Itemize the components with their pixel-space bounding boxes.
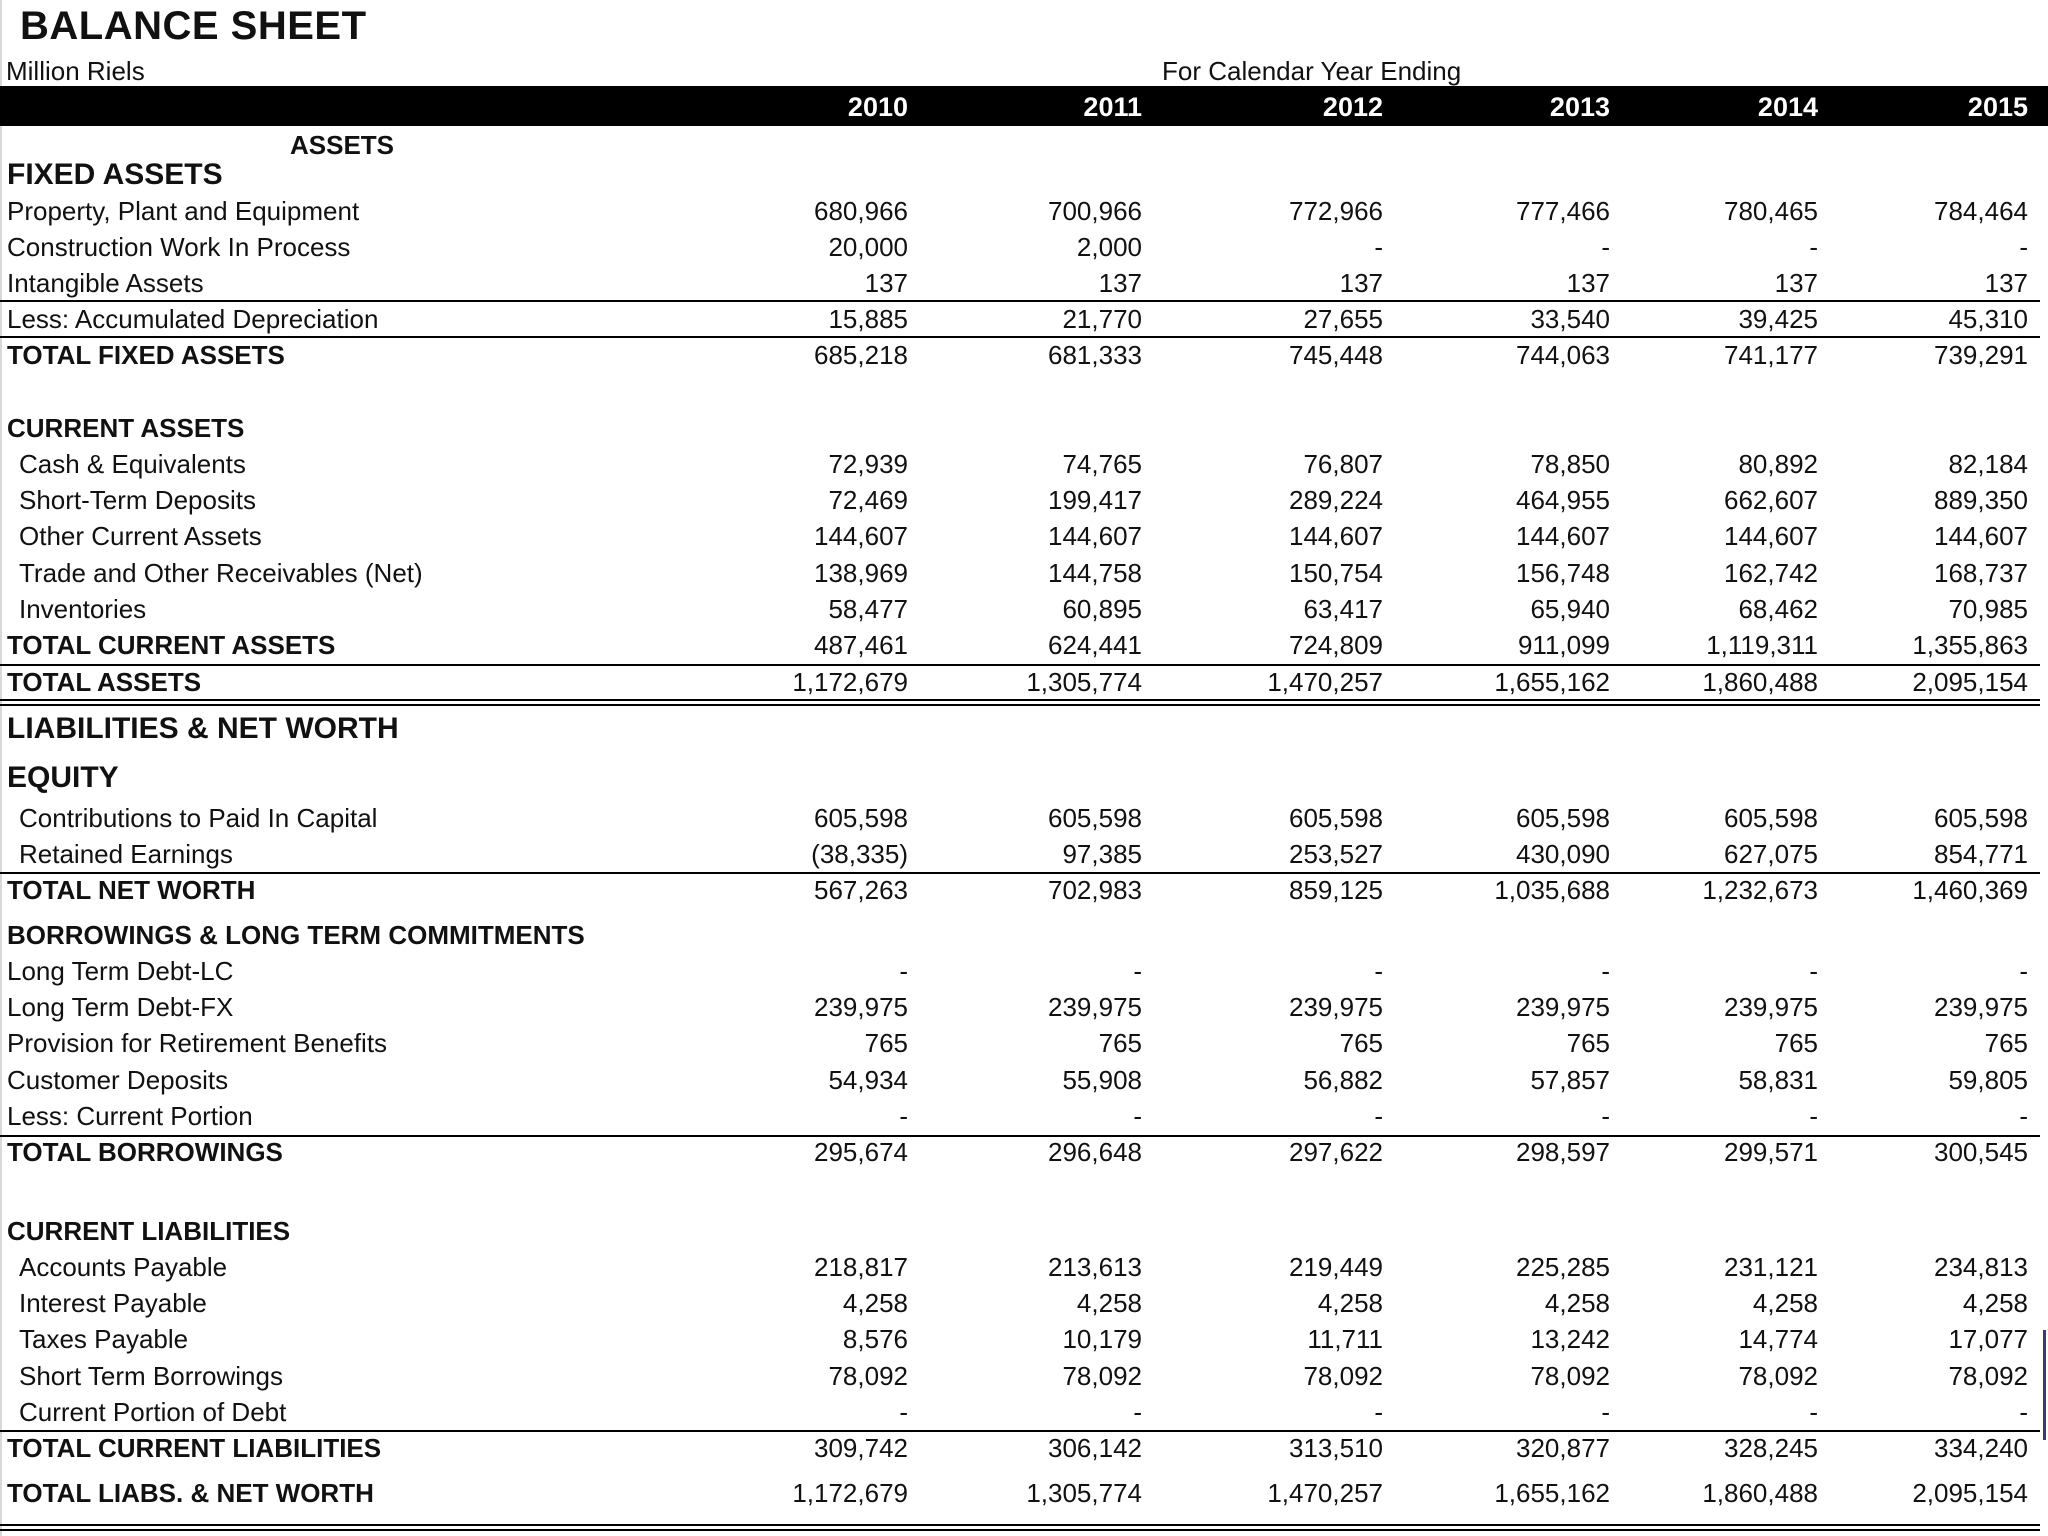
value-cell-2011: 21,770 (1062, 304, 1142, 334)
table-row (0, 1395, 2048, 1431)
value-cell-2011: 681,333 (1048, 340, 1142, 370)
value-cell-2012: 78,092 (1303, 1361, 1383, 1391)
value-cell-2012: 150,754 (1289, 558, 1383, 588)
year-header-2012: 2012 (1322, 92, 1383, 122)
value-cell-2014: 144,607 (1724, 521, 1818, 551)
table-row (0, 194, 2048, 230)
table-row (0, 628, 2048, 664)
table-row (0, 302, 2048, 338)
value-cell-2015: 300,545 (1934, 1137, 2028, 1167)
value-cell-2014: - (1809, 232, 1818, 262)
row-label: Property, Plant and Equipment (7, 196, 360, 226)
value-cell-2014: 780,465 (1724, 196, 1818, 226)
table-row (0, 1359, 2048, 1395)
value-cell-2015: 334,240 (1934, 1433, 2028, 1463)
value-cell-2012: 289,224 (1289, 485, 1383, 515)
value-cell-2015: 137 (1984, 268, 2028, 298)
value-cell-2012: 11,711 (1307, 1324, 1383, 1354)
row-label: Retained Earnings (19, 839, 233, 869)
value-cell-2011: 296,648 (1048, 1137, 1142, 1167)
row-label: TOTAL FIXED ASSETS (7, 340, 285, 370)
table-row (0, 411, 2048, 447)
table-row (0, 1476, 2048, 1512)
value-cell-2015: 765 (1984, 1028, 2028, 1058)
value-cell-2012: 219,449 (1289, 1252, 1383, 1282)
value-cell-2010: 765 (864, 1028, 908, 1058)
value-cell-2010: 138,969 (814, 558, 908, 588)
value-cell-2014: 80,892 (1738, 449, 1818, 479)
row-label: TOTAL CURRENT ASSETS (7, 630, 336, 660)
year-header-2010: 2010 (847, 92, 908, 122)
value-cell-2013: 33,540 (1530, 304, 1610, 334)
table-row (0, 714, 2048, 750)
value-cell-2015: - (2019, 956, 2028, 986)
value-cell-2011: 55,908 (1062, 1065, 1142, 1095)
value-cell-2013: 777,466 (1516, 196, 1610, 226)
value-cell-2013: - (1601, 1101, 1610, 1131)
period-label: For Calendar Year Ending (1162, 56, 1462, 86)
value-cell-2012: 76,807 (1303, 449, 1383, 479)
value-cell-2015: 144,607 (1934, 521, 2028, 551)
value-cell-2012: 724,809 (1289, 630, 1383, 660)
table-row (0, 483, 2048, 519)
value-cell-2014: 765 (1774, 1028, 1818, 1058)
table-row (0, 801, 2048, 837)
value-cell-2012: - (1374, 232, 1383, 262)
value-cell-2014: 162,742 (1724, 558, 1818, 588)
value-cell-2012: 772,966 (1289, 196, 1383, 226)
row-label: Short-Term Deposits (19, 485, 256, 515)
value-cell-2010: 218,817 (814, 1252, 908, 1282)
value-cell-2010: 685,218 (814, 340, 908, 370)
table-row (0, 918, 2048, 954)
value-cell-2010: 58,477 (828, 594, 908, 624)
value-cell-2013: - (1601, 1397, 1610, 1427)
value-cell-2013: 65,940 (1530, 594, 1610, 624)
table-row (0, 556, 2048, 592)
value-cell-2013: 137 (1566, 268, 1610, 298)
value-cell-2014: 231,121 (1724, 1252, 1818, 1282)
value-cell-2010: (38,335) (811, 839, 908, 869)
value-cell-2015: 2,095,154 (1912, 667, 2028, 697)
value-cell-2010: 54,934 (828, 1065, 908, 1095)
value-cell-2013: 744,063 (1516, 340, 1610, 370)
value-cell-2012: 56,882 (1303, 1065, 1383, 1095)
value-cell-2010: 15,885 (828, 304, 908, 334)
value-cell-2011: 78,092 (1062, 1361, 1142, 1391)
row-label: TOTAL ASSETS (7, 667, 202, 697)
value-cell-2015: 854,771 (1934, 839, 2028, 869)
double-rule-line (0, 1524, 2040, 1531)
value-cell-2012: 765 (1339, 1028, 1383, 1058)
row-label: Interest Payable (19, 1288, 207, 1318)
value-cell-2015: 82,184 (1948, 449, 2028, 479)
sheet-title: BALANCE SHEET (20, 4, 367, 48)
row-label: TOTAL CURRENT LIABILITIES (7, 1433, 382, 1463)
value-cell-2014: 239,975 (1724, 992, 1818, 1022)
value-cell-2011: 144,758 (1048, 558, 1142, 588)
value-cell-2015: 59,805 (1948, 1065, 2028, 1095)
value-cell-2011: 199,417 (1048, 485, 1142, 515)
year-header-2013: 2013 (1549, 92, 1610, 122)
row-label: Other Current Assets (19, 521, 262, 551)
value-cell-2010: 78,092 (828, 1361, 908, 1391)
rule-line (0, 872, 2040, 874)
value-cell-2014: 1,119,311 (1706, 630, 1818, 660)
value-cell-2010: - (899, 1101, 908, 1131)
row-label: Provision for Retirement Benefits (7, 1028, 388, 1058)
table-row (0, 837, 2048, 873)
value-cell-2015: 4,258 (1962, 1288, 2028, 1318)
value-cell-2015: 17,077 (1948, 1324, 2028, 1354)
table-row (0, 1322, 2048, 1358)
value-cell-2010: 295,674 (814, 1137, 908, 1167)
value-cell-2015: 78,092 (1948, 1361, 2028, 1391)
table-row (0, 1250, 2048, 1286)
value-cell-2013: 1,655,162 (1494, 667, 1610, 697)
rule-line (0, 1430, 2040, 1432)
value-cell-2015: 2,095,154 (1912, 1478, 2028, 1508)
value-cell-2013: 1,035,688 (1494, 875, 1610, 905)
table-row (0, 1214, 2048, 1250)
value-cell-2011: 4,258 (1076, 1288, 1142, 1318)
value-cell-2014: 1,232,673 (1702, 875, 1818, 905)
value-cell-2012: - (1374, 1397, 1383, 1427)
value-cell-2015: 70,985 (1948, 594, 2028, 624)
value-cell-2010: 4,258 (842, 1288, 908, 1318)
value-cell-2013: 911,099 (1517, 630, 1610, 660)
value-cell-2012: 27,655 (1303, 304, 1383, 334)
table-row (0, 230, 2048, 266)
value-cell-2014: 605,598 (1724, 803, 1818, 833)
rule-line (0, 336, 2040, 338)
year-header-2014: 2014 (1757, 92, 1818, 122)
table-row (0, 1099, 2048, 1135)
value-cell-2011: 700,966 (1048, 196, 1142, 226)
value-cell-2013: 156,748 (1516, 558, 1610, 588)
units-label: Million Riels (6, 56, 145, 86)
row-label: ASSETS (290, 130, 395, 160)
table-row (0, 266, 2048, 302)
table-row (0, 447, 2048, 483)
value-cell-2015: 239,975 (1934, 992, 2028, 1022)
rule-line (0, 1135, 2040, 1137)
value-cell-2013: 320,877 (1516, 1433, 1610, 1463)
value-cell-2010: 1,172,679 (792, 1478, 908, 1508)
table-row (0, 1286, 2048, 1322)
value-cell-2012: 605,598 (1289, 803, 1383, 833)
rule-line (0, 300, 2040, 302)
value-cell-2011: 306,142 (1048, 1433, 1142, 1463)
table-row (0, 665, 2048, 701)
value-cell-2012: - (1374, 1101, 1383, 1131)
value-cell-2015: - (2019, 1101, 2028, 1131)
row-label: Customer Deposits (7, 1065, 229, 1095)
value-cell-2014: 14,774 (1738, 1324, 1818, 1354)
value-cell-2013: 239,975 (1516, 992, 1610, 1022)
value-cell-2011: 74,765 (1062, 449, 1142, 479)
value-cell-2015: 605,598 (1934, 803, 2028, 833)
value-cell-2012: 4,258 (1317, 1288, 1383, 1318)
row-label: Short Term Borrowings (19, 1361, 283, 1391)
value-cell-2010: - (899, 956, 908, 986)
value-cell-2010: 605,598 (814, 803, 908, 833)
value-cell-2015: 1,355,863 (1912, 630, 2028, 660)
row-label: Cash & Equivalents (19, 449, 246, 479)
row-label: TOTAL LIABS. & NET WORTH (7, 1478, 374, 1508)
value-cell-2015: 1,460,369 (1912, 875, 2028, 905)
value-cell-2014: - (1809, 1397, 1818, 1427)
value-cell-2011: 213,613 (1048, 1252, 1142, 1282)
value-cell-2011: 1,305,774 (1026, 1478, 1142, 1508)
value-cell-2010: 20,000 (828, 232, 908, 262)
value-cell-2010: 309,742 (814, 1433, 908, 1463)
value-cell-2011: 1,305,774 (1026, 667, 1142, 697)
value-cell-2012: 313,510 (1289, 1433, 1383, 1463)
value-cell-2012: 239,975 (1289, 992, 1383, 1022)
value-cell-2015: 234,813 (1934, 1252, 2028, 1282)
value-cell-2014: - (1809, 1101, 1818, 1131)
table-row (0, 338, 2048, 374)
value-cell-2013: 765 (1566, 1028, 1610, 1058)
value-cell-2013: 144,607 (1516, 521, 1610, 551)
value-cell-2013: 298,597 (1516, 1137, 1610, 1167)
value-cell-2014: 68,462 (1738, 594, 1818, 624)
value-cell-2012: 745,448 (1289, 340, 1383, 370)
row-label: CURRENT LIABILITIES (7, 1216, 291, 1246)
table-row (0, 1063, 2048, 1099)
value-cell-2015: 784,464 (1934, 196, 2028, 226)
row-label: Accounts Payable (19, 1252, 228, 1282)
row-label: Taxes Payable (19, 1324, 189, 1354)
value-cell-2012: 1,470,257 (1267, 667, 1383, 697)
value-cell-2013: 78,092 (1530, 1361, 1610, 1391)
value-cell-2014: 299,571 (1724, 1137, 1818, 1167)
value-cell-2011: - (1133, 1101, 1142, 1131)
value-cell-2014: 4,258 (1752, 1288, 1818, 1318)
value-cell-2010: - (899, 1397, 908, 1427)
value-cell-2012: 297,622 (1289, 1137, 1383, 1167)
row-label: Less: Current Portion (7, 1101, 253, 1131)
value-cell-2012: 859,125 (1289, 875, 1383, 905)
value-cell-2015: 739,291 (1934, 340, 2028, 370)
table-row (0, 990, 2048, 1026)
value-cell-2014: - (1809, 956, 1818, 986)
row-label: Construction Work In Process (7, 232, 351, 262)
value-cell-2013: 57,857 (1530, 1065, 1610, 1095)
value-cell-2013: 464,955 (1516, 485, 1610, 515)
value-cell-2013: 605,598 (1516, 803, 1610, 833)
value-cell-2011: 10,179 (1062, 1324, 1142, 1354)
row-label: BORROWINGS & LONG TERM COMMITMENTS (7, 920, 585, 950)
value-cell-2015: 889,350 (1934, 485, 2028, 515)
value-cell-2012: 1,470,257 (1267, 1478, 1383, 1508)
row-label: Long Term Debt-LC (7, 956, 234, 986)
value-cell-2012: 253,527 (1289, 839, 1383, 869)
table-row (0, 160, 2048, 196)
value-cell-2010: 72,939 (828, 449, 908, 479)
value-cell-2015: - (2019, 1397, 2028, 1427)
value-cell-2010: 487,461 (814, 630, 908, 660)
value-cell-2014: 627,075 (1724, 839, 1818, 869)
rule-line (0, 664, 2040, 666)
value-cell-2011: 605,598 (1048, 803, 1142, 833)
value-cell-2011: 765 (1098, 1028, 1142, 1058)
value-cell-2011: 60,895 (1062, 594, 1142, 624)
value-cell-2011: 239,975 (1048, 992, 1142, 1022)
value-cell-2014: 39,425 (1738, 304, 1818, 334)
row-label: Inventories (19, 594, 147, 624)
row-label: TOTAL BORROWINGS (7, 1137, 283, 1167)
row-label: FIXED ASSETS (7, 158, 223, 191)
row-label: Less: Accumulated Depreciation (7, 304, 379, 334)
value-cell-2010: 8,576 (842, 1324, 908, 1354)
value-cell-2013: 1,655,162 (1494, 1478, 1610, 1508)
row-label: Contributions to Paid In Capital (19, 803, 378, 833)
value-cell-2014: 1,860,488 (1702, 667, 1818, 697)
table-row (0, 954, 2048, 990)
value-cell-2010: 239,975 (814, 992, 908, 1022)
row-label: Intangible Assets (7, 268, 204, 298)
year-header-bar (0, 86, 2048, 126)
row-label: TOTAL NET WORTH (7, 875, 256, 905)
value-cell-2010: 137 (864, 268, 908, 298)
table-row (0, 1026, 2048, 1062)
row-label: Trade and Other Receivables (Net) (19, 558, 423, 588)
value-cell-2010: 72,469 (828, 485, 908, 515)
value-cell-2012: 137 (1339, 268, 1383, 298)
year-header-2011: 2011 (1083, 92, 1142, 122)
year-header-2015: 2015 (1967, 92, 2028, 122)
value-cell-2014: 741,177 (1724, 340, 1818, 370)
value-cell-2011: 97,385 (1062, 839, 1142, 869)
row-label: EQUITY (7, 761, 119, 794)
table-row (0, 763, 2048, 799)
table-row (0, 873, 2048, 909)
right-edge-marker (2043, 1330, 2046, 1440)
table-row (0, 1135, 2048, 1171)
value-cell-2012: 63,417 (1303, 594, 1383, 624)
row-label: CURRENT ASSETS (7, 413, 245, 443)
value-cell-2011: 2,000 (1076, 232, 1142, 262)
value-cell-2015: - (2019, 232, 2028, 262)
value-cell-2012: - (1374, 956, 1383, 986)
value-cell-2014: 662,607 (1724, 485, 1818, 515)
value-cell-2011: - (1133, 956, 1142, 986)
value-cell-2010: 567,263 (814, 875, 908, 905)
value-cell-2013: 78,850 (1530, 449, 1610, 479)
value-cell-2014: 1,860,488 (1702, 1478, 1818, 1508)
value-cell-2015: 45,310 (1948, 304, 2028, 334)
value-cell-2014: 78,092 (1738, 1361, 1818, 1391)
value-cell-2013: 430,090 (1516, 839, 1610, 869)
value-cell-2011: 137 (1098, 268, 1142, 298)
value-cell-2014: 137 (1774, 268, 1818, 298)
value-cell-2011: - (1133, 1397, 1142, 1427)
value-cell-2013: 13,242 (1530, 1324, 1610, 1354)
value-cell-2010: 680,966 (814, 196, 908, 226)
value-cell-2015: 168,737 (1934, 558, 2028, 588)
value-cell-2011: 624,441 (1048, 630, 1142, 660)
double-rule-line (0, 699, 2040, 706)
value-cell-2013: 4,258 (1544, 1288, 1610, 1318)
table-row (0, 519, 2048, 555)
table-row (0, 128, 2048, 164)
row-label: Long Term Debt-FX (7, 992, 234, 1022)
value-cell-2010: 1,172,679 (792, 667, 908, 697)
value-cell-2013: - (1601, 956, 1610, 986)
table-row (0, 1431, 2048, 1467)
row-label: LIABILITIES & NET WORTH (7, 712, 399, 745)
value-cell-2014: 328,245 (1724, 1433, 1818, 1463)
value-cell-2011: 702,983 (1048, 875, 1142, 905)
value-cell-2012: 144,607 (1289, 521, 1383, 551)
value-cell-2014: 58,831 (1738, 1065, 1818, 1095)
value-cell-2011: 144,607 (1048, 521, 1142, 551)
table-row (0, 592, 2048, 628)
value-cell-2010: 144,607 (814, 521, 908, 551)
value-cell-2013: - (1601, 232, 1610, 262)
row-label: Current Portion of Debt (19, 1397, 287, 1427)
value-cell-2013: 225,285 (1516, 1252, 1610, 1282)
